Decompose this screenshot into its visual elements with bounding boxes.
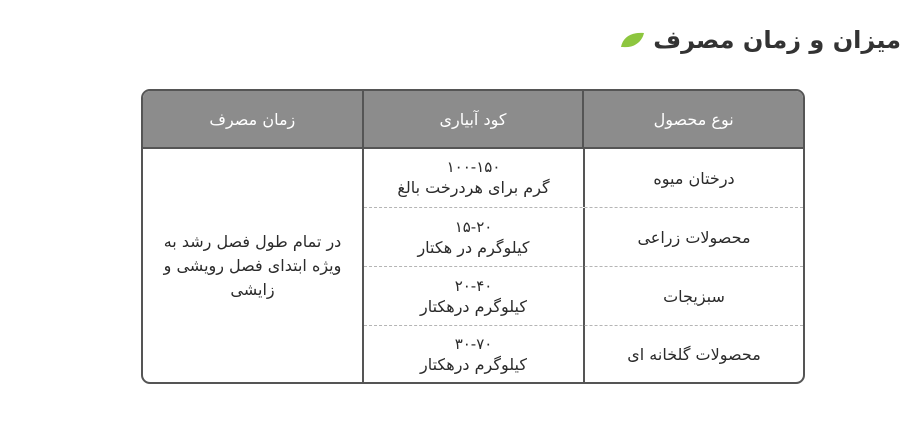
header-code: کود آبیاری	[364, 91, 585, 147]
fertilizer-cell	[364, 208, 585, 267]
header-product: نوع محصول	[653, 109, 734, 129]
table-header	[143, 91, 803, 149]
fertilizer-cell	[364, 326, 585, 383]
table-row	[364, 266, 803, 326]
fertilizer-cell	[364, 149, 585, 207]
table-body	[143, 149, 803, 382]
amount-value: ۱۰۰-۱۵۰	[446, 158, 501, 176]
amount-value: ۱۵-۲۰	[454, 217, 493, 236]
fertilizer-cell	[364, 267, 585, 326]
usage-time-text: در تمام طول فصل رشد به ویژه ابتدای فصل رویشی و زایشی	[163, 231, 342, 299]
table-row	[364, 325, 803, 383]
table-row	[364, 207, 803, 267]
section-heading	[619, 22, 901, 58]
product-cell: محصولات زراعی	[637, 228, 751, 247]
amount-unit: کیلوگرم درهکتار	[420, 354, 527, 374]
table-row	[364, 149, 803, 207]
leaf-icon	[619, 31, 645, 49]
product-cell: محصولات گلخانه ای	[627, 345, 761, 364]
product-cell: سبزیجات	[663, 287, 725, 306]
amount-value: ۲۰-۴۰	[454, 276, 493, 295]
header-time: زمان مصرف	[143, 91, 364, 147]
usage-table	[141, 89, 805, 384]
page-title: میزان و زمان مصرف	[653, 26, 901, 54]
product-cell: درختان میوه	[653, 168, 735, 188]
usage-time-cell	[143, 149, 364, 382]
amount-unit: کیلوگرم درهکتار	[420, 296, 527, 316]
amount-value: ۳۰-۷۰	[454, 334, 493, 353]
table-rows	[364, 149, 803, 382]
amount-unit: کیلوگرم در هکتار	[417, 237, 530, 257]
amount-unit: گرم برای هردرخت بالغ	[397, 178, 550, 197]
